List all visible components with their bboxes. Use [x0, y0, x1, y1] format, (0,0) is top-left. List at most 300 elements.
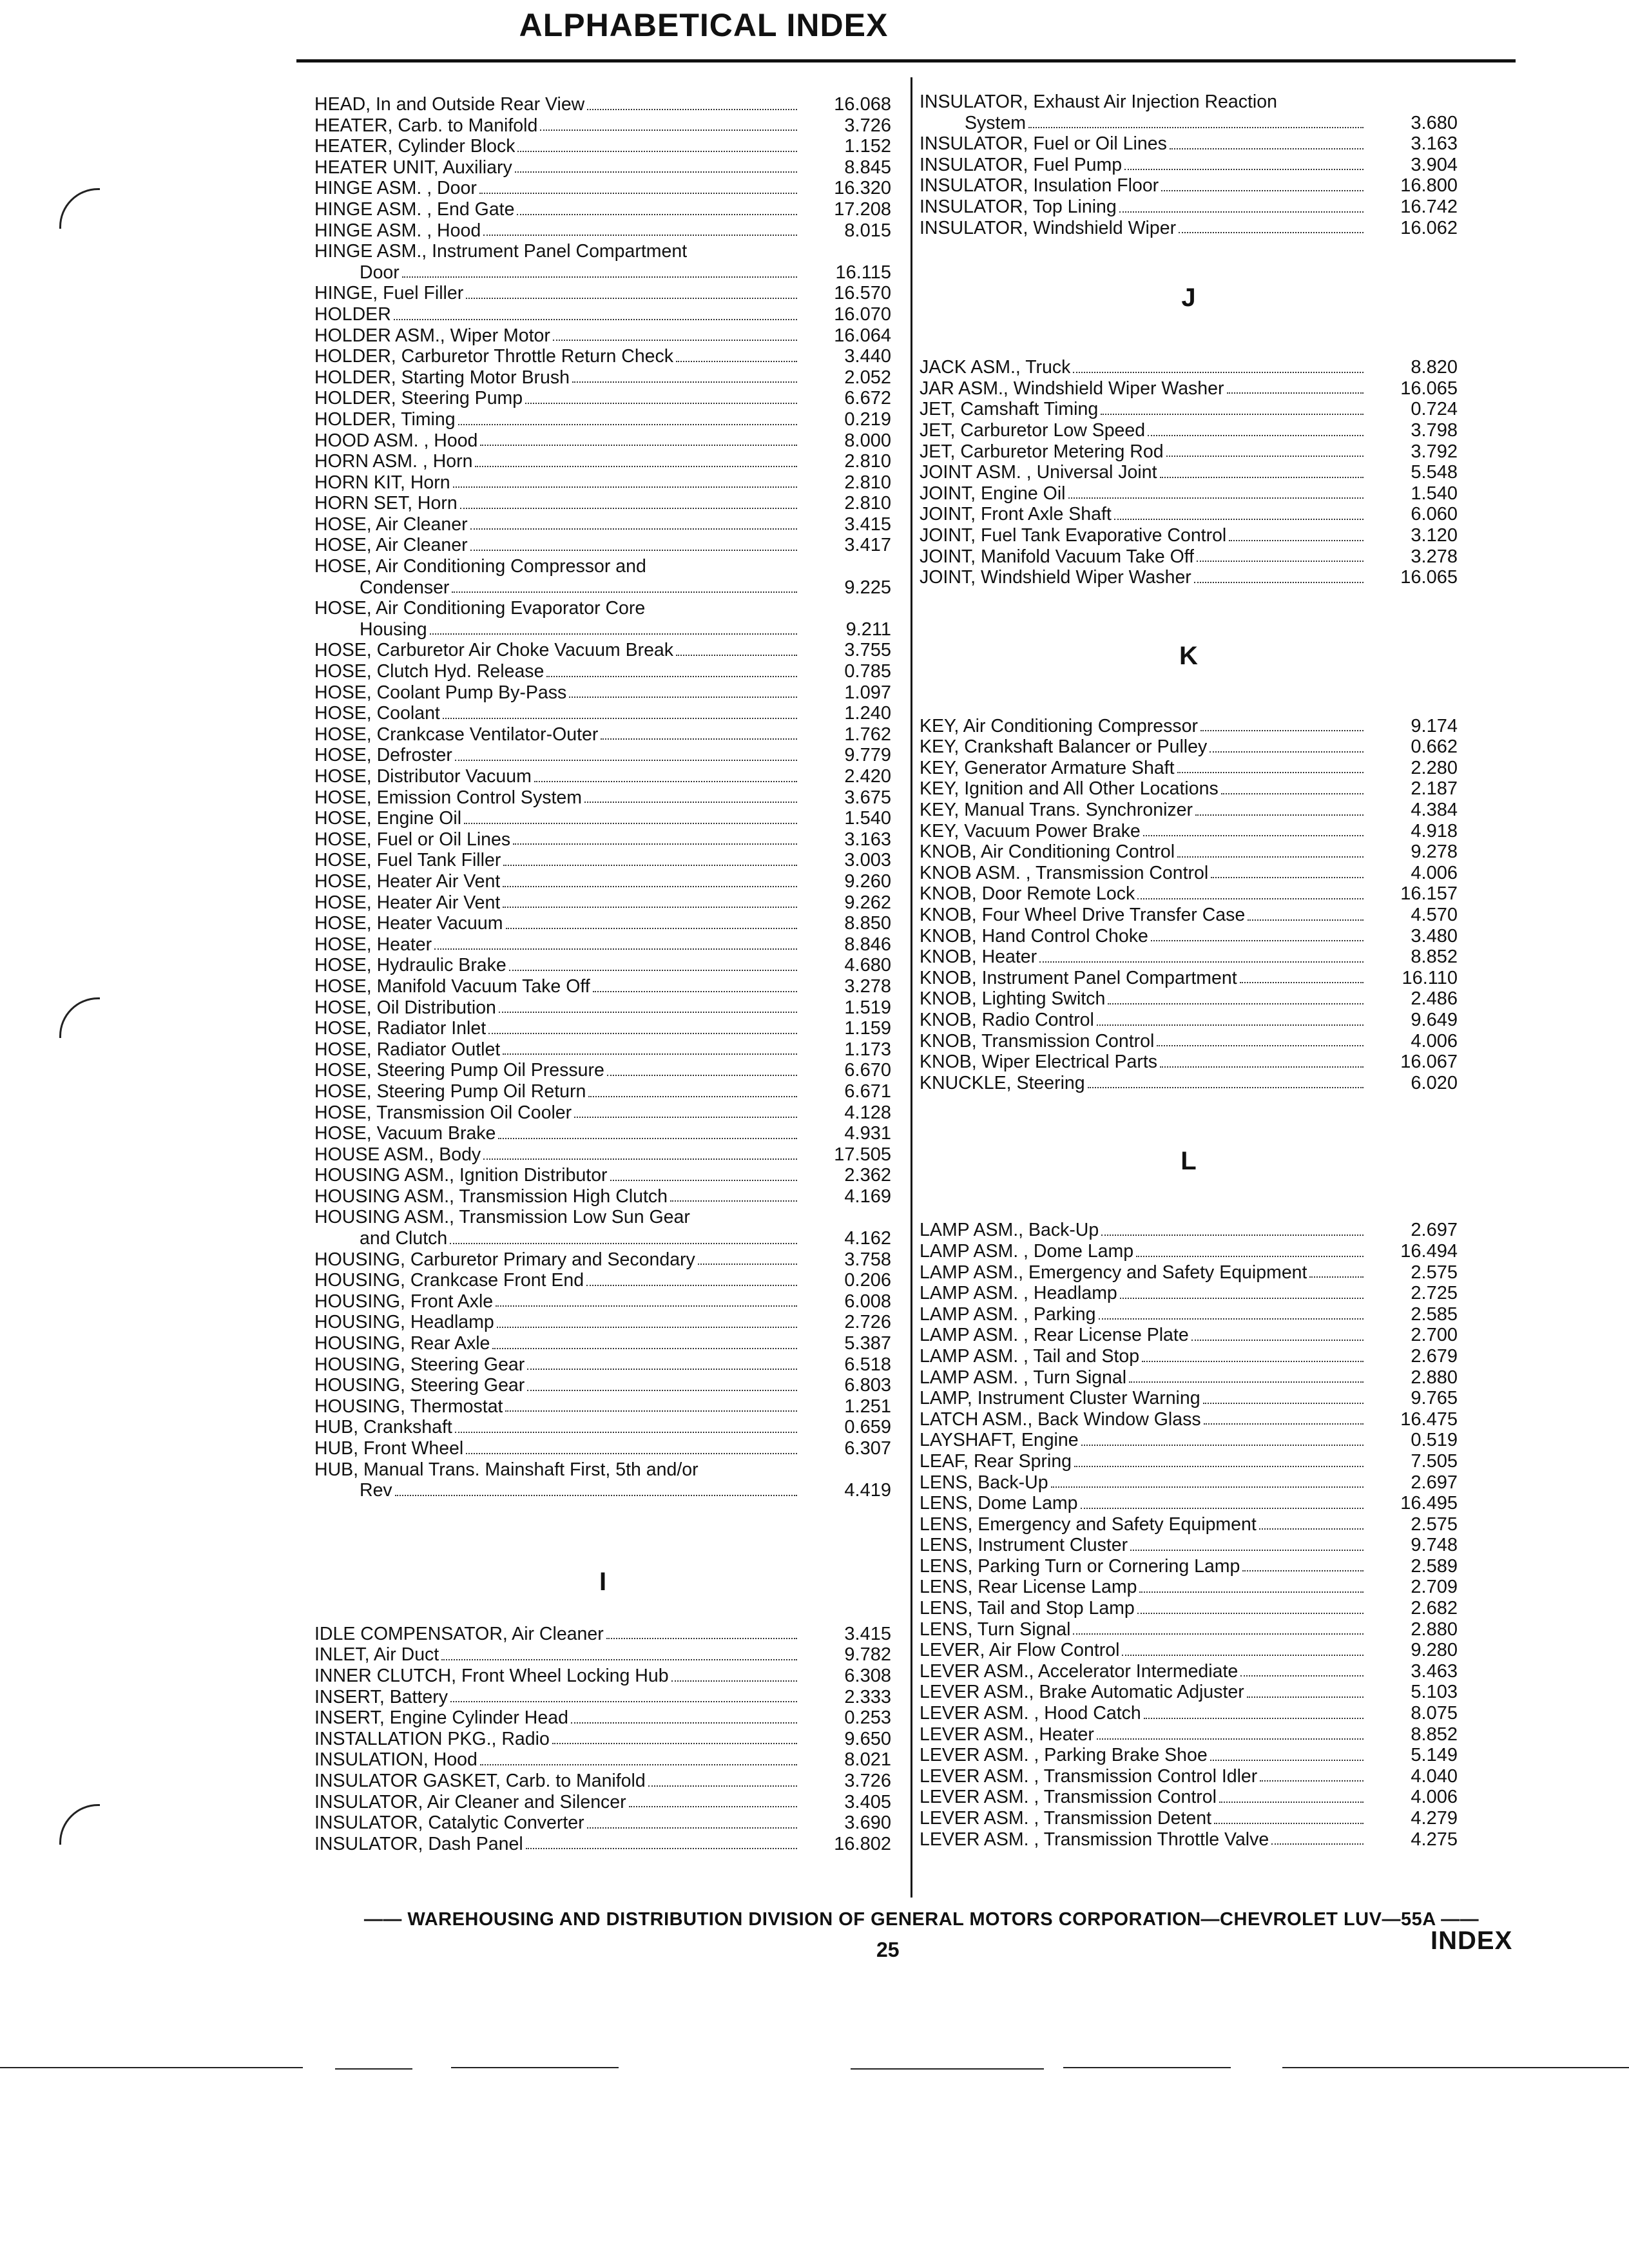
index-entry — [920, 357, 1458, 378]
section-letter-i: I — [599, 1567, 607, 1596]
dot-leader — [698, 1264, 797, 1265]
index-entry-label: KNOB ASM. , Transmission Control — [920, 862, 1209, 883]
dot-leader — [1214, 1823, 1364, 1824]
index-entry-page: 8.015 — [844, 220, 891, 241]
index-entry-page: 0.219 — [844, 408, 891, 430]
index-entry-page: 2.575 — [1411, 1514, 1458, 1535]
index-entry-label: HOUSING, Headlamp — [314, 1312, 494, 1333]
index-entry-label: HOSE, Manifold Vacuum Take Off — [314, 975, 590, 997]
index-entry — [920, 462, 1458, 483]
index-entry — [314, 199, 891, 220]
index-entry — [920, 841, 1458, 863]
index-entry-page: 3.726 — [844, 1770, 891, 1791]
dot-leader — [492, 1348, 797, 1349]
index-entry-page: 3.278 — [844, 975, 891, 997]
dot-leader — [480, 445, 797, 446]
index-entry-label: LENS, Turn Signal — [920, 1619, 1071, 1640]
index-entry-label: HOSE, Clutch Hyd. Release — [314, 661, 545, 682]
index-entry-label: JACK ASM., Truck — [920, 357, 1071, 378]
index-entry-page: 0.659 — [844, 1417, 891, 1438]
dot-leader — [1051, 1486, 1364, 1488]
index-entry-label: HOUSING, Carburetor Primary and Secondary — [314, 1249, 695, 1270]
dot-leader — [527, 1369, 797, 1370]
index-entry-label: JOINT ASM. , Universal Joint — [920, 462, 1157, 483]
index-entry — [314, 94, 891, 115]
index-entry-label: HOSE, Heater Air Vent — [314, 870, 501, 892]
index-entry — [314, 1291, 891, 1312]
dot-leader — [1248, 919, 1364, 921]
index-entry-page: 16.802 — [834, 1833, 891, 1854]
index-entry — [314, 976, 891, 997]
index-list-h — [314, 94, 891, 1501]
index-entry-label: HOSE, Radiator Outlet — [314, 1039, 501, 1060]
dot-leader — [525, 403, 797, 404]
index-entry — [920, 1808, 1458, 1829]
index-entry — [920, 1703, 1458, 1724]
index-entry-label: HOLDER, Carburetor Throttle Return Check — [314, 346, 674, 367]
left-column — [314, 94, 891, 1854]
index-entry-label: HOSE, Transmission Oil Cooler — [314, 1102, 572, 1123]
index-entry-page: 4.275 — [1411, 1829, 1458, 1850]
index-entry-page: 3.675 — [844, 787, 891, 808]
index-entry — [314, 619, 891, 640]
dot-leader — [676, 655, 797, 656]
index-entry-label: INSTALLATION PKG., Radio — [314, 1728, 550, 1749]
index-entry-page: 2.187 — [1411, 778, 1458, 800]
index-entry — [920, 546, 1458, 568]
index-entry — [314, 661, 891, 682]
index-entry — [920, 716, 1458, 737]
dot-leader — [452, 591, 797, 593]
index-entry-label: JAR ASM., Windshield Wiper Washer — [920, 378, 1224, 399]
dot-leader — [1151, 940, 1364, 941]
dot-leader — [534, 781, 797, 782]
index-entry-label: HOSE, Crankcase Ventilator-Outer — [314, 724, 599, 745]
dot-leader — [629, 1806, 797, 1807]
index-entry-label: HOUSING, Front Axle — [314, 1291, 494, 1312]
index-entry-page: 3.120 — [1411, 524, 1458, 546]
dot-leader — [517, 151, 797, 152]
index-entry-label: LAMP, Instrument Cluster Warning — [920, 1388, 1200, 1409]
index-entry — [314, 1396, 891, 1418]
index-entry-page: 9.779 — [844, 745, 891, 766]
index-entry — [920, 1493, 1458, 1514]
dot-leader — [1170, 148, 1364, 149]
index-entry-label: LENS, Parking Turn or Cornering Lamp — [920, 1555, 1240, 1577]
index-entry-page: 16.495 — [1400, 1493, 1458, 1514]
index-entry-label: HOSE, Coolant Pump By-Pass — [314, 682, 567, 703]
dot-leader — [466, 1453, 797, 1454]
index-entry — [920, 905, 1458, 926]
index-entry-page: 2.810 — [844, 451, 891, 472]
index-entry — [314, 1018, 891, 1039]
page-number: 25 — [876, 1938, 900, 1961]
index-entry-label: INSULATOR, Dash Panel — [314, 1833, 523, 1854]
index-entry-page: 1.152 — [844, 136, 891, 157]
dot-leader — [506, 928, 797, 929]
index-entry-label: HEAD, In and Outside Rear View — [314, 94, 585, 115]
index-entry — [920, 988, 1458, 1010]
dot-leader — [1073, 1633, 1364, 1635]
index-entry-label: KNOB, Four Wheel Drive Transfer Case — [920, 905, 1246, 926]
index-entry — [920, 525, 1458, 546]
column-divider — [911, 77, 912, 1898]
dot-leader — [1081, 1445, 1364, 1446]
index-entry-page: 2.697 — [1411, 1220, 1458, 1241]
index-entry — [314, 1312, 891, 1333]
dot-leader — [1144, 1718, 1364, 1719]
dot-leader — [1271, 1843, 1364, 1845]
index-entry — [314, 388, 891, 409]
index-entry-label: KEY, Generator Armature Shaft — [920, 757, 1175, 778]
index-entry-label: HINGE ASM. , Door — [314, 178, 477, 199]
index-entry — [920, 736, 1458, 758]
dot-leader — [395, 1495, 797, 1496]
index-entry-page: 2.280 — [1411, 757, 1458, 778]
index-entry-page: 3.278 — [1411, 546, 1458, 567]
index-entry — [314, 1771, 891, 1792]
index-entry-page: 17.208 — [834, 198, 891, 220]
index-entry — [920, 1682, 1458, 1703]
index-entry — [314, 1749, 891, 1771]
index-entry-page: 9.225 — [844, 577, 891, 598]
index-entry — [314, 409, 891, 430]
index-entry-continuation: and Clutch — [360, 1228, 448, 1249]
index-entry — [314, 766, 891, 787]
index-entry-page: 4.006 — [1411, 862, 1458, 883]
dot-leader — [584, 802, 797, 803]
index-entry — [920, 113, 1458, 134]
index-entry — [920, 1010, 1458, 1031]
dot-leader — [1240, 982, 1364, 983]
dot-leader — [1166, 456, 1364, 457]
index-entry-page: 3.758 — [844, 1249, 891, 1270]
dot-leader — [1160, 477, 1364, 478]
index-entry-label: KNOB, Wiper Electrical Parts — [920, 1052, 1157, 1073]
index-entry — [920, 1409, 1458, 1430]
index-entry-label: HEATER UNIT, Auxiliary — [314, 157, 512, 178]
index-entry-label: KNOB, Transmission Control — [920, 1030, 1155, 1052]
index-entry-label: LATCH ASM., Back Window Glass — [920, 1408, 1201, 1430]
dot-leader — [1227, 392, 1364, 394]
dot-leader — [517, 214, 797, 215]
index-entry-page: 4.419 — [844, 1480, 891, 1501]
index-entry-page: 8.075 — [1411, 1703, 1458, 1724]
index-entry-label: JET, Carburetor Low Speed — [920, 419, 1146, 441]
index-entry-page: 9.280 — [1411, 1640, 1458, 1661]
right-column — [920, 91, 1458, 1850]
dot-leader — [505, 1410, 797, 1412]
dot-leader — [571, 1722, 797, 1724]
index-entry — [314, 1123, 891, 1144]
index-entry-label: JOINT, Front Axle Shaft — [920, 504, 1112, 525]
index-entry-label: KNOB, Instrument Panel Compartment — [920, 967, 1237, 988]
index-entry-label: INLET, Air Duct — [314, 1644, 439, 1666]
index-entry-page: 2.700 — [1411, 1325, 1458, 1346]
index-entry-label: LAMP ASM., Emergency and Safety Equipment — [920, 1262, 1307, 1283]
index-entry-page: 2.880 — [1411, 1367, 1458, 1388]
index-entry-label: LENS, Dome Lamp — [920, 1493, 1078, 1514]
dot-leader — [1120, 1298, 1364, 1299]
index-entry — [920, 968, 1458, 989]
dot-leader — [464, 823, 797, 824]
dot-leader — [610, 1180, 797, 1181]
dot-leader — [1142, 1361, 1364, 1362]
index-entry-label: LENS, Back-Up — [920, 1472, 1048, 1493]
index-entry-page: 2.682 — [1411, 1598, 1458, 1619]
index-entry-label: HOUSING, Thermostat — [314, 1396, 503, 1417]
index-entry-label: HINGE, Fuel Filler — [314, 283, 464, 304]
index-entry-page: 4.006 — [1411, 1030, 1458, 1052]
index-entry-page: 2.880 — [1411, 1619, 1458, 1640]
index-entry — [314, 934, 891, 956]
dot-leader — [455, 760, 797, 761]
index-entry-label: LEVER, Air Flow Control — [920, 1640, 1120, 1661]
index-entry-label: JOINT, Engine Oil — [920, 483, 1066, 504]
index-entry-page: 1.097 — [844, 682, 891, 703]
index-entry — [314, 1812, 891, 1834]
index-entry-label: HOSE, Radiator Inlet — [314, 1018, 487, 1039]
dot-leader — [671, 1680, 797, 1682]
index-entry — [920, 1367, 1458, 1389]
dot-leader — [1200, 730, 1364, 731]
index-entry-label: HORN ASM. , Horn — [314, 451, 473, 472]
index-entry-label: HOLDER ASM., Wiper Motor — [314, 325, 550, 346]
dot-leader — [1157, 1045, 1364, 1046]
scan-artifact-line — [1282, 2067, 1629, 2068]
index-entry-label: JOINT, Windshield Wiper Washer — [920, 567, 1191, 588]
index-entry-label: LEVER ASM., Accelerator Intermediate — [920, 1660, 1239, 1682]
index-entry-page: 9.211 — [845, 619, 891, 640]
dot-leader — [1247, 1696, 1364, 1698]
index-entry-page: 16.070 — [834, 303, 891, 325]
index-entry — [314, 325, 891, 347]
index-entry-label: HOSE, Steering Pump Oil Return — [314, 1081, 586, 1102]
index-entry-page: 16.320 — [834, 178, 891, 199]
scan-artifact-line — [851, 2068, 1044, 2070]
dot-leader — [480, 1764, 797, 1765]
index-entry-label: HINGE ASM., Instrument Panel Compartment — [314, 241, 688, 262]
dot-leader — [1229, 540, 1364, 541]
index-entry-page: 0.724 — [1411, 399, 1458, 420]
dot-leader — [1309, 1276, 1364, 1278]
index-entry — [314, 472, 891, 494]
index-entry-page: 2.810 — [844, 493, 891, 514]
index-entry-page: 17.505 — [834, 1144, 891, 1165]
dot-leader — [1068, 497, 1364, 499]
index-entry-page: 7.505 — [1411, 1450, 1458, 1472]
punch-hole-mark — [59, 997, 100, 1038]
dot-leader — [1242, 1570, 1364, 1571]
dot-leader — [496, 1305, 797, 1307]
index-entry — [314, 787, 891, 809]
index-entry-page: 2.709 — [1411, 1577, 1458, 1598]
index-entry-label: HOSE, Heater Air Vent — [314, 892, 501, 913]
index-entry-label: HOSE, Air Cleaner — [314, 535, 468, 556]
dot-leader — [1260, 1780, 1364, 1782]
index-entry-page: 8.852 — [1411, 947, 1458, 968]
index-entry — [314, 220, 891, 242]
dot-leader — [1137, 1613, 1364, 1614]
dot-leader — [394, 319, 797, 320]
index-entry-label: KNOB, Door Remote Lock — [920, 883, 1135, 905]
index-entry-label: LAMP ASM. , Tail and Stop — [920, 1345, 1140, 1367]
index-entry-label: HOSE, Distributor Vacuum — [314, 766, 532, 787]
index-entry — [314, 1375, 891, 1396]
index-entry-label: HUB, Crankshaft — [314, 1417, 452, 1438]
index-entry-label: LENS, Tail and Stop Lamp — [920, 1598, 1135, 1619]
index-entry — [920, 800, 1458, 821]
index-entry-label: INSULATOR, Insulation Floor — [920, 175, 1159, 197]
dot-leader — [483, 1158, 797, 1160]
index-entry-page: 9.174 — [1411, 715, 1458, 736]
index-entry-label: LEAF, Rear Spring — [920, 1450, 1072, 1472]
dot-leader — [606, 1638, 797, 1639]
index-entry — [920, 399, 1458, 420]
index-entry-page: 3.163 — [844, 829, 891, 850]
dot-leader — [455, 1432, 797, 1433]
index-entry-page: 9.650 — [844, 1728, 891, 1749]
index-entry-page: 3.904 — [1411, 154, 1458, 175]
index-entry — [920, 441, 1458, 463]
index-entry-page: 6.803 — [844, 1375, 891, 1396]
dot-leader — [466, 298, 797, 299]
index-entry-label: HOSE, Fuel or Oil Lines — [314, 829, 511, 850]
index-entry — [920, 1724, 1458, 1745]
index-entry-page: 1.519 — [844, 997, 891, 1018]
index-list-j — [920, 357, 1458, 588]
index-entry-page: 4.279 — [1411, 1808, 1458, 1829]
index-entry-page: 2.589 — [1411, 1555, 1458, 1577]
index-entry-page: 3.163 — [1411, 133, 1458, 155]
index-entry-page: 4.680 — [844, 955, 891, 976]
index-entry-continuation: Housing — [360, 619, 427, 640]
index-entry-page: 3.726 — [844, 115, 891, 136]
index-entry — [314, 367, 891, 389]
index-entry — [920, 1472, 1458, 1494]
index-entry-page: 8.846 — [844, 934, 891, 955]
index-entry-page: 3.463 — [1411, 1660, 1458, 1682]
dot-leader — [607, 1075, 797, 1076]
index-entry-page: 2.362 — [844, 1165, 891, 1186]
index-entry-label: HOUSE ASM., Body — [314, 1144, 481, 1165]
index-entry — [920, 926, 1458, 947]
index-entry-page: 3.417 — [844, 535, 891, 556]
dot-leader — [546, 676, 797, 677]
index-entry-page: 4.040 — [1411, 1765, 1458, 1787]
dot-leader — [1203, 1403, 1364, 1404]
index-entry-label: JET, Camshaft Timing — [920, 399, 1099, 420]
index-entry-label: LEVER ASM. , Hood Catch — [920, 1703, 1141, 1724]
index-entry — [314, 703, 891, 724]
index-entry-page: 6.060 — [1411, 504, 1458, 525]
index-entry-page: 3.798 — [1411, 419, 1458, 441]
dot-leader — [1211, 877, 1364, 878]
index-entry-page: 8.850 — [844, 913, 891, 934]
index-entry-page: 5.548 — [1411, 462, 1458, 483]
dot-leader — [430, 633, 797, 635]
dot-leader — [513, 843, 797, 845]
index-entry-label: HOUSING ASM., Ignition Distributor — [314, 1165, 608, 1186]
dot-leader — [460, 508, 797, 509]
index-entry-page: 4.162 — [844, 1228, 891, 1249]
index-entry — [920, 1451, 1458, 1472]
index-entry — [920, 1577, 1458, 1598]
dot-leader — [441, 1659, 797, 1660]
dot-leader — [1179, 232, 1364, 233]
index-entry-page: 4.931 — [844, 1123, 891, 1144]
index-entry-page: 2.420 — [844, 766, 891, 787]
index-entry-label: HEATER, Cylinder Block — [314, 136, 516, 157]
index-entry — [920, 1283, 1458, 1304]
dot-leader — [503, 865, 797, 866]
index-entry — [920, 947, 1458, 968]
index-list-i — [314, 1624, 891, 1855]
index-entry-continuation: Door — [360, 262, 400, 283]
index-entry-label: LEVER ASM., Heater — [920, 1724, 1094, 1745]
index-entry — [314, 850, 891, 871]
index-entry-label: KEY, Crankshaft Balancer or Pulley — [920, 736, 1208, 758]
index-entry — [314, 1834, 891, 1855]
index-entry — [920, 883, 1458, 905]
index-entry-page: 0.206 — [844, 1270, 891, 1291]
index-entry — [920, 197, 1458, 218]
index-entry-page: 4.128 — [844, 1102, 891, 1123]
index-entry-page: 4.918 — [1411, 820, 1458, 841]
dot-leader — [586, 1285, 797, 1286]
index-entry — [314, 1270, 891, 1291]
dot-leader — [509, 970, 797, 971]
dot-leader — [503, 886, 797, 887]
index-entry-page: 8.820 — [1411, 357, 1458, 378]
index-entry-label: INSERT, Battery — [314, 1686, 448, 1707]
index-entry-page: 16.742 — [1400, 196, 1458, 217]
dot-leader — [497, 1327, 797, 1328]
section-letter-k: K — [1179, 641, 1198, 670]
index-entry — [314, 997, 891, 1019]
index-entry-page: 16.494 — [1400, 1240, 1458, 1262]
index-entry-page: 2.575 — [1411, 1262, 1458, 1283]
index-entry-label: JET, Carburetor Metering Rod — [920, 441, 1164, 462]
index-entry — [920, 1514, 1458, 1535]
dot-leader — [1073, 372, 1364, 373]
dot-leader — [1081, 1508, 1364, 1509]
index-entry — [920, 483, 1458, 505]
index-entry — [920, 504, 1458, 525]
index-entry — [920, 1031, 1458, 1052]
index-entry-label: INSULATOR, Top Lining — [920, 196, 1117, 217]
index-list-l — [920, 1220, 1458, 1850]
index-entry-page: 1.240 — [844, 703, 891, 724]
index-entry — [314, 1644, 891, 1666]
index-entry — [314, 1333, 891, 1354]
index-entry — [314, 577, 891, 599]
index-entry-label: HOUSING, Crankcase Front End — [314, 1270, 584, 1291]
index-entry — [920, 175, 1458, 197]
index-entry — [314, 1186, 891, 1207]
index-entry-page: 2.726 — [844, 1312, 891, 1333]
index-entry-page: 9.649 — [1411, 1010, 1458, 1030]
index-entry — [314, 808, 891, 829]
index-entry-label: HOSE, Air Conditioning Compressor and — [314, 556, 646, 577]
index-entry-label: HOSE, Fuel Tank Filler — [314, 850, 501, 871]
dot-leader — [453, 486, 797, 488]
index-entry-label: HOLDER, Steering Pump — [314, 388, 523, 409]
footer-credit: —— WAREHOUSING AND DISTRIBUTION DIVISION OF GENERAL MOTORS CORPORATION—CHEVROLET LUV—55A —— — [363, 1909, 1480, 1930]
index-entry — [920, 1346, 1458, 1367]
index-entry — [920, 1556, 1458, 1577]
dot-leader — [499, 1012, 797, 1013]
